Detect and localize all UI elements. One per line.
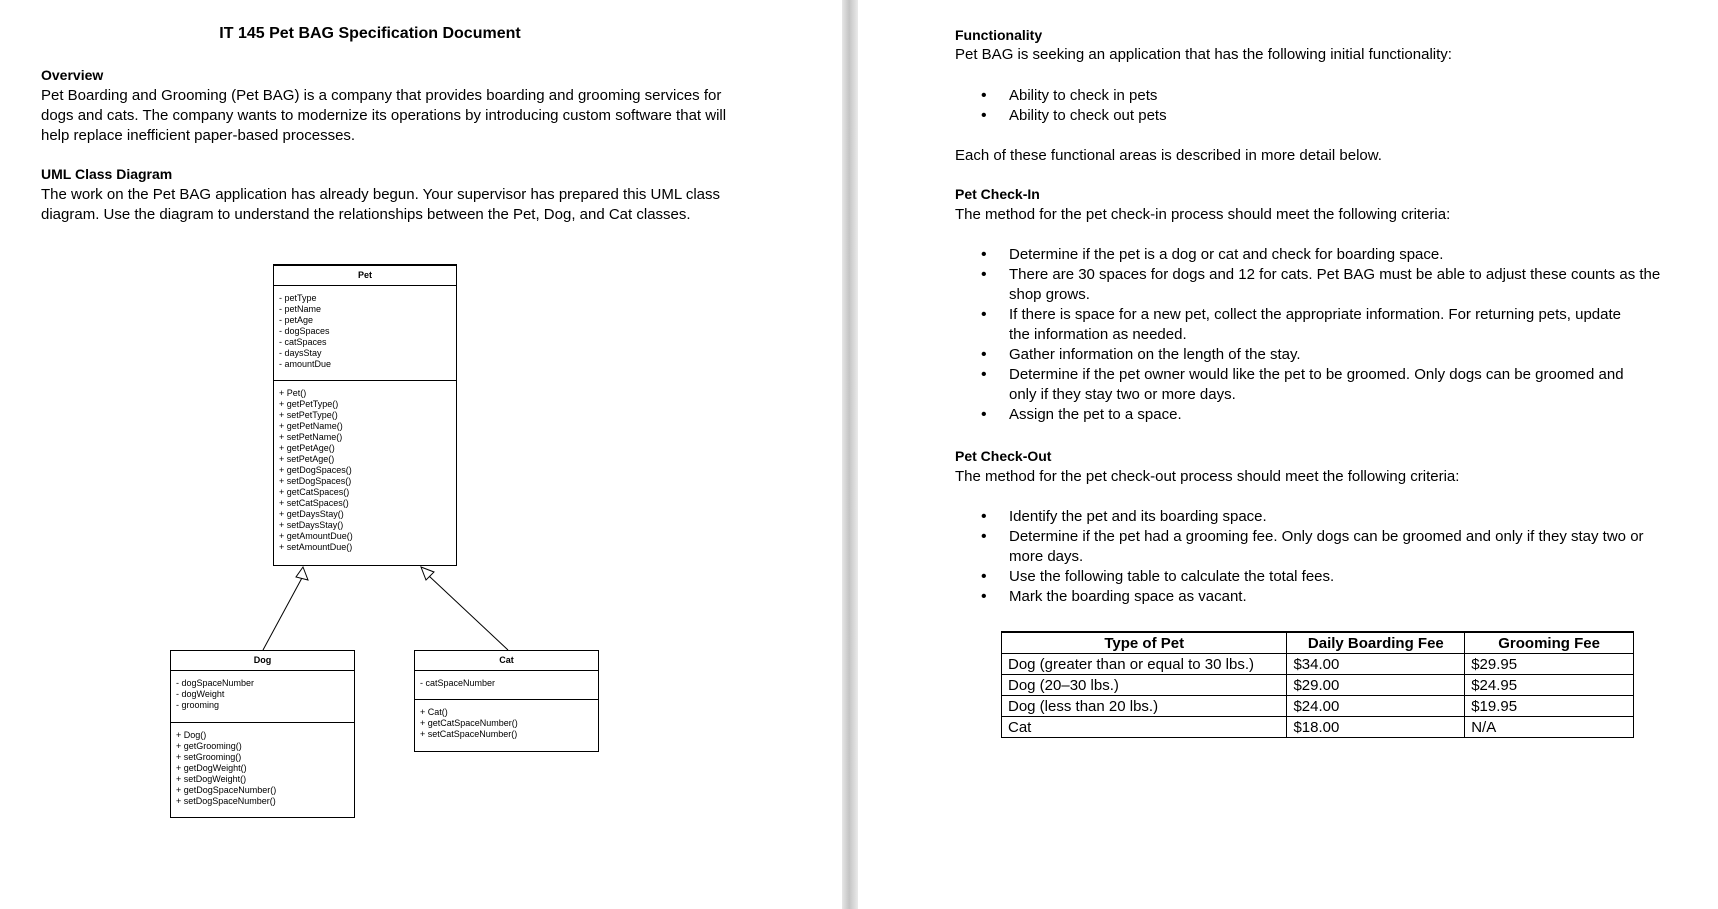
uml-attribute: - daysStay xyxy=(279,348,322,358)
uml-method: + setPetType() xyxy=(279,410,338,420)
table-cell: $18.00 xyxy=(1287,717,1465,738)
column-header: Grooming Fee xyxy=(1465,632,1634,654)
list-item-text: • Determine if the pet owner would like the pet to be groomed. Only dogs can be groomed and xyxy=(1009,366,1624,383)
list-item-text: more days. xyxy=(1009,548,1084,565)
table-row xyxy=(1002,675,1634,696)
dog-inheritance-arrowhead xyxy=(296,567,308,580)
uml-paragraph-line: diagram. Use the diagram to understand the relationships between the Pet, Dog, and Cat classes. xyxy=(41,206,691,223)
list-item xyxy=(955,527,1695,567)
list-item-text: the information as needed. xyxy=(1009,326,1187,343)
uml-attributes xyxy=(274,286,456,381)
uml-method: + setDogSpaceNumber() xyxy=(176,796,276,806)
uml-attribute: - petType xyxy=(279,293,317,303)
list-item-text: Identify the pet and its boarding space. xyxy=(1009,508,1267,525)
table-row xyxy=(1002,717,1634,738)
uml-methods xyxy=(274,381,456,553)
functionality-after: Each of these functional areas is described in more detail below. xyxy=(955,147,1382,164)
cat-inheritance-line xyxy=(429,576,508,650)
list-item xyxy=(955,305,1695,345)
check-out-intro: The method for the pet check-out process should meet the following criteria: xyxy=(955,468,1460,485)
uml-method: + Cat() xyxy=(420,707,448,717)
uml-attribute: - grooming xyxy=(176,700,220,710)
table-cell: $24.00 xyxy=(1287,696,1465,717)
uml-method: + getCatSpaceNumber() xyxy=(420,718,518,728)
uml-methods xyxy=(415,700,598,740)
table-cell: Dog (20–30 lbs.) xyxy=(1002,675,1287,696)
left-page xyxy=(0,0,842,909)
overview-line: Pet Boarding and Grooming (Pet BAG) is a company that provides boarding and grooming services for xyxy=(41,87,722,104)
uml-method: + getPetType() xyxy=(279,399,339,409)
table-row xyxy=(1002,654,1634,675)
fee-table xyxy=(1001,631,1634,738)
uml-method: + setDogWeight() xyxy=(176,774,247,784)
list-item xyxy=(955,365,1695,405)
uml-method: + setPetAge() xyxy=(279,454,335,464)
table-cell: Dog (greater than or equal to 30 lbs.) xyxy=(1002,654,1287,675)
list-item xyxy=(955,405,1695,425)
uml-method: + setGrooming() xyxy=(176,752,242,762)
table-cell: $24.95 xyxy=(1465,675,1634,696)
table-cell: $19.95 xyxy=(1465,696,1634,717)
list-item-text: Determine if the pet is a dog or cat and check for boarding space. xyxy=(1009,246,1444,263)
uml-attribute: - dogSpaceNumber xyxy=(176,678,255,688)
uml-method: + setCatSpaces() xyxy=(279,498,349,508)
uml-method: + getAmountDue() xyxy=(279,531,353,541)
table-header-row xyxy=(1002,632,1634,654)
uml-class-name: Cat xyxy=(415,651,598,671)
uml-method: + getGrooming() xyxy=(176,741,242,751)
list-item: • Ability to check in pets xyxy=(955,86,1695,106)
uml-attribute: - dogWeight xyxy=(176,689,225,699)
table-cell: $29.00 xyxy=(1287,675,1465,696)
cat-inheritance-arrowhead xyxy=(421,567,434,580)
uml-attribute: - petAge xyxy=(279,315,314,325)
uml-class-pet xyxy=(273,264,457,566)
uml-method: + getDaysStay() xyxy=(279,509,344,519)
document-title: IT 145 Pet BAG Specification Document xyxy=(219,25,521,42)
uml-method: + getPetName() xyxy=(279,421,343,431)
check-out-heading: Pet Check-Out xyxy=(955,448,1052,464)
dog-inheritance-line xyxy=(263,576,303,650)
list-item: • Ability to check out pets xyxy=(955,106,1695,126)
check-in-list xyxy=(955,245,1695,425)
uml-method: + getCatSpaces() xyxy=(279,487,350,497)
uml-method: + Pet() xyxy=(279,388,307,398)
uml-method: + setDaysStay() xyxy=(279,520,344,530)
uml-method: + getDogWeight() xyxy=(176,763,247,773)
list-item xyxy=(955,587,1695,607)
column-header: Type of Pet xyxy=(1002,632,1287,654)
uml-method: + getDogSpaces() xyxy=(279,465,352,475)
uml-attribute: - dogSpaces xyxy=(279,326,330,336)
uml-attribute: - catSpaces xyxy=(279,337,327,347)
functionality-heading: Functionality xyxy=(955,27,1043,43)
uml-attributes xyxy=(171,671,354,723)
check-out-list xyxy=(955,507,1695,607)
uml-method: + Dog() xyxy=(176,730,207,740)
uml-method: + getPetAge() xyxy=(279,443,335,453)
list-item-text: Assign the pet to a space. xyxy=(1009,406,1182,423)
uml-method: + setPetName() xyxy=(279,432,343,442)
list-item xyxy=(955,345,1695,365)
list-item-text: • Determine if the pet had a grooming fee. Only dogs can be groomed and only if they stay two or xyxy=(1009,528,1644,545)
uml-heading: UML Class Diagram xyxy=(41,166,173,182)
list-item-text: • There are 30 spaces for dogs and 12 for cats. Pet BAG must be able to adjust these counts as the xyxy=(1009,266,1661,283)
uml-method: + setAmountDue() xyxy=(279,542,353,552)
list-item xyxy=(955,265,1695,305)
uml-attribute: - catSpaceNumber xyxy=(420,678,496,688)
uml-paragraph-line: The work on the Pet BAG application has already begun. Your supervisor has prepared this UML class xyxy=(41,186,720,203)
right-page xyxy=(858,0,1718,909)
table-row xyxy=(1002,696,1634,717)
overview-line: help replace inefficient paper-based processes. xyxy=(41,127,356,144)
list-item xyxy=(955,507,1695,527)
table-cell: $29.95 xyxy=(1465,654,1634,675)
overview-heading: Overview xyxy=(41,67,104,83)
list-item-text: only if they stay two or more days. xyxy=(1009,386,1236,403)
list-item xyxy=(955,567,1695,587)
uml-method: + setDogSpaces() xyxy=(279,476,352,486)
functionality-intro: Pet BAG is seeking an application that has the following initial functionality: xyxy=(955,46,1452,63)
column-header: Daily Boarding Fee xyxy=(1287,632,1465,654)
list-item-text: shop grows. xyxy=(1009,286,1090,303)
list-item-text: Use the following table to calculate the total fees. xyxy=(1009,568,1335,585)
check-in-intro: The method for the pet check-in process should meet the following criteria: xyxy=(955,206,1451,223)
functionality-list xyxy=(955,86,1695,126)
list-item-text: Gather information on the length of the stay. xyxy=(1009,346,1301,363)
uml-attribute: - amountDue xyxy=(279,359,332,369)
list-item-text: Mark the boarding space as vacant. xyxy=(1009,588,1247,605)
uml-method: + getDogSpaceNumber() xyxy=(176,785,277,795)
uml-class-name: Dog xyxy=(171,651,354,671)
uml-attributes xyxy=(415,671,598,700)
check-in-heading: Pet Check-In xyxy=(955,186,1040,202)
uml-class-dog xyxy=(170,650,355,818)
table-cell: Cat xyxy=(1002,717,1287,738)
table-cell: $34.00 xyxy=(1287,654,1465,675)
table-cell: Dog (less than 20 lbs.) xyxy=(1002,696,1287,717)
uml-method: + setCatSpaceNumber() xyxy=(420,729,518,739)
page-gutter xyxy=(842,0,858,909)
list-item xyxy=(955,245,1695,265)
overview-line: dogs and cats. The company wants to modernize its operations by introducing custom software that will xyxy=(41,107,727,124)
table-cell: N/A xyxy=(1465,717,1634,738)
uml-class-cat xyxy=(414,650,599,752)
list-item-text: • If there is space for a new pet, collect the appropriate information. For returning pets, update xyxy=(1009,306,1622,323)
uml-class-name: Pet xyxy=(274,265,456,286)
uml-methods xyxy=(171,723,354,807)
uml-attribute: - petName xyxy=(279,304,322,314)
